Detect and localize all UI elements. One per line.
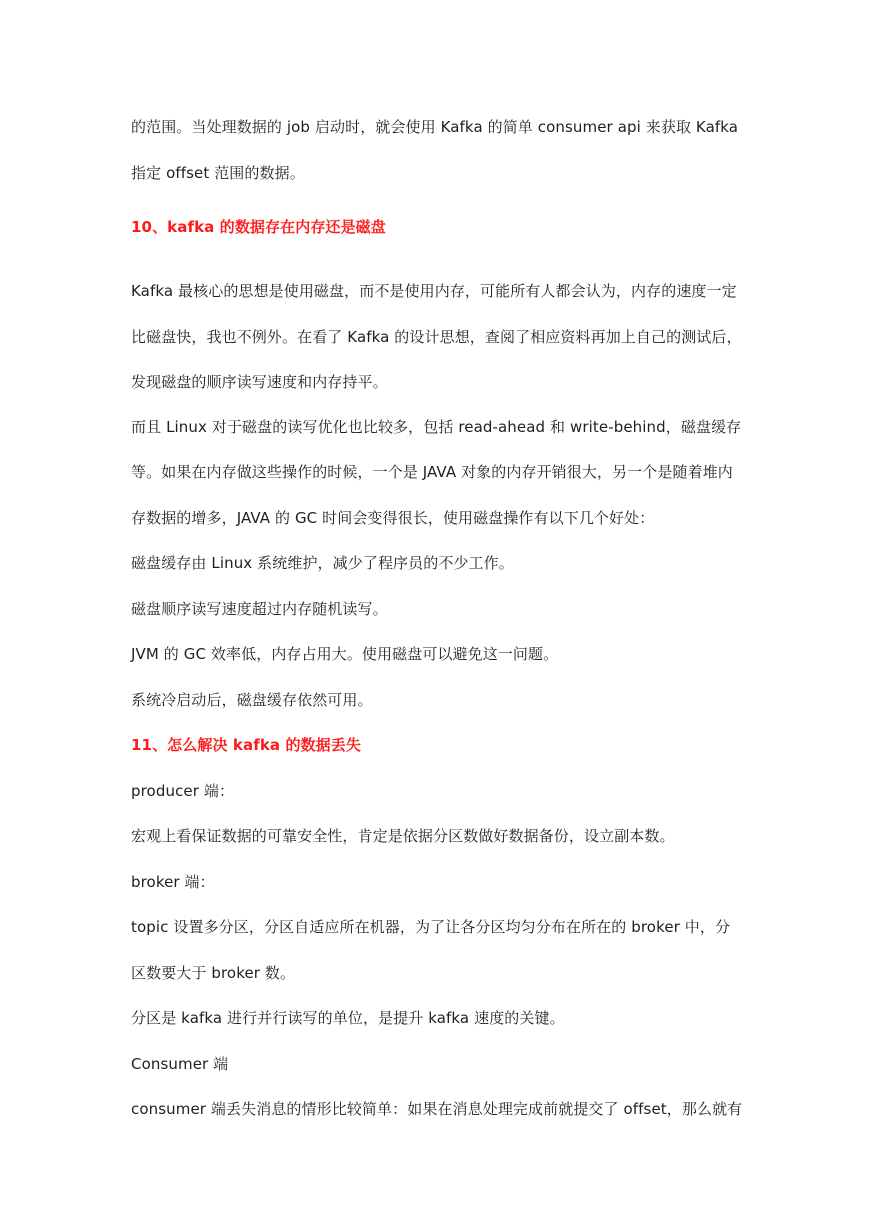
consumer-label: Consumer 端 (131, 1055, 229, 1073)
section-heading-10: 10、kafka 的数据存在内存还是磁盘 (131, 218, 386, 236)
core-paragraph-line-3: 发现磁盘的顺序读写速度和内存持平。 (131, 373, 388, 391)
producer-label: producer 端： (131, 782, 235, 800)
benefit-item-2: 磁盘顺序读写速度超过内存随机读写。 (131, 600, 388, 618)
partition-text: 分区是 kafka 进行并行读写的单位，是提升 kafka 速度的关键。 (131, 1009, 565, 1027)
benefit-item-1: 磁盘缓存由 Linux 系统维护，减少了程序员的不少工作。 (131, 554, 514, 572)
linux-paragraph-line-3: 存数据的增多，JAVA 的 GC 时间会变得很长，使用磁盘操作有以下几个好处： (131, 509, 655, 527)
benefit-item-4: 系统冷启动后，磁盘缓存依然可用。 (131, 691, 373, 709)
range-paragraph-line-2: 指定 offset 范围的数据。 (131, 164, 305, 182)
producer-text: 宏观上看保证数据的可靠安全性，肯定是依据分区数做好数据备份，设立副本数。 (131, 827, 675, 845)
broker-text-line-2: 区数要大于 broker 数。 (131, 964, 296, 982)
consumer-text: consumer 端丢失消息的情形比较简单：如果在消息处理完成前就提交了 offset，那么就有 (131, 1100, 743, 1118)
benefit-item-3: JVM 的 GC 效率低，内存占用大。使用磁盘可以避免这一问题。 (131, 645, 559, 663)
linux-paragraph-line-1: 而且 Linux 对于磁盘的读写优化也比较多，包括 read-ahead 和 write-behind，磁盘缓存 (131, 418, 742, 436)
core-paragraph-line-1: Kafka 最核心的思想是使用磁盘，而不是使用内存，可能所有人都会认为，内存的速度一定 (131, 282, 737, 300)
core-paragraph-line-2: 比磁盘快，我也不例外。在看了 Kafka 的设计思想，查阅了相应资料再加上自己的测试后， (131, 328, 742, 346)
linux-paragraph-line-2: 等。如果在内存做这些操作的时候，一个是 JAVA 对象的内存开销很大，另一个是随着堆内 (131, 463, 733, 481)
broker-label: broker 端： (131, 873, 215, 891)
broker-text-line-1: topic 设置多分区，分区自适应所在机器，为了让各分区均匀分布在所在的 broker 中，分 (131, 918, 731, 936)
range-paragraph-line-1: 的范围。当处理数据的 job 启动时，就会使用 Kafka 的简单 consumer api 来获取 Kafka (131, 118, 739, 136)
section-heading-11: 11、怎么解决 kafka 的数据丢失 (131, 736, 361, 754)
